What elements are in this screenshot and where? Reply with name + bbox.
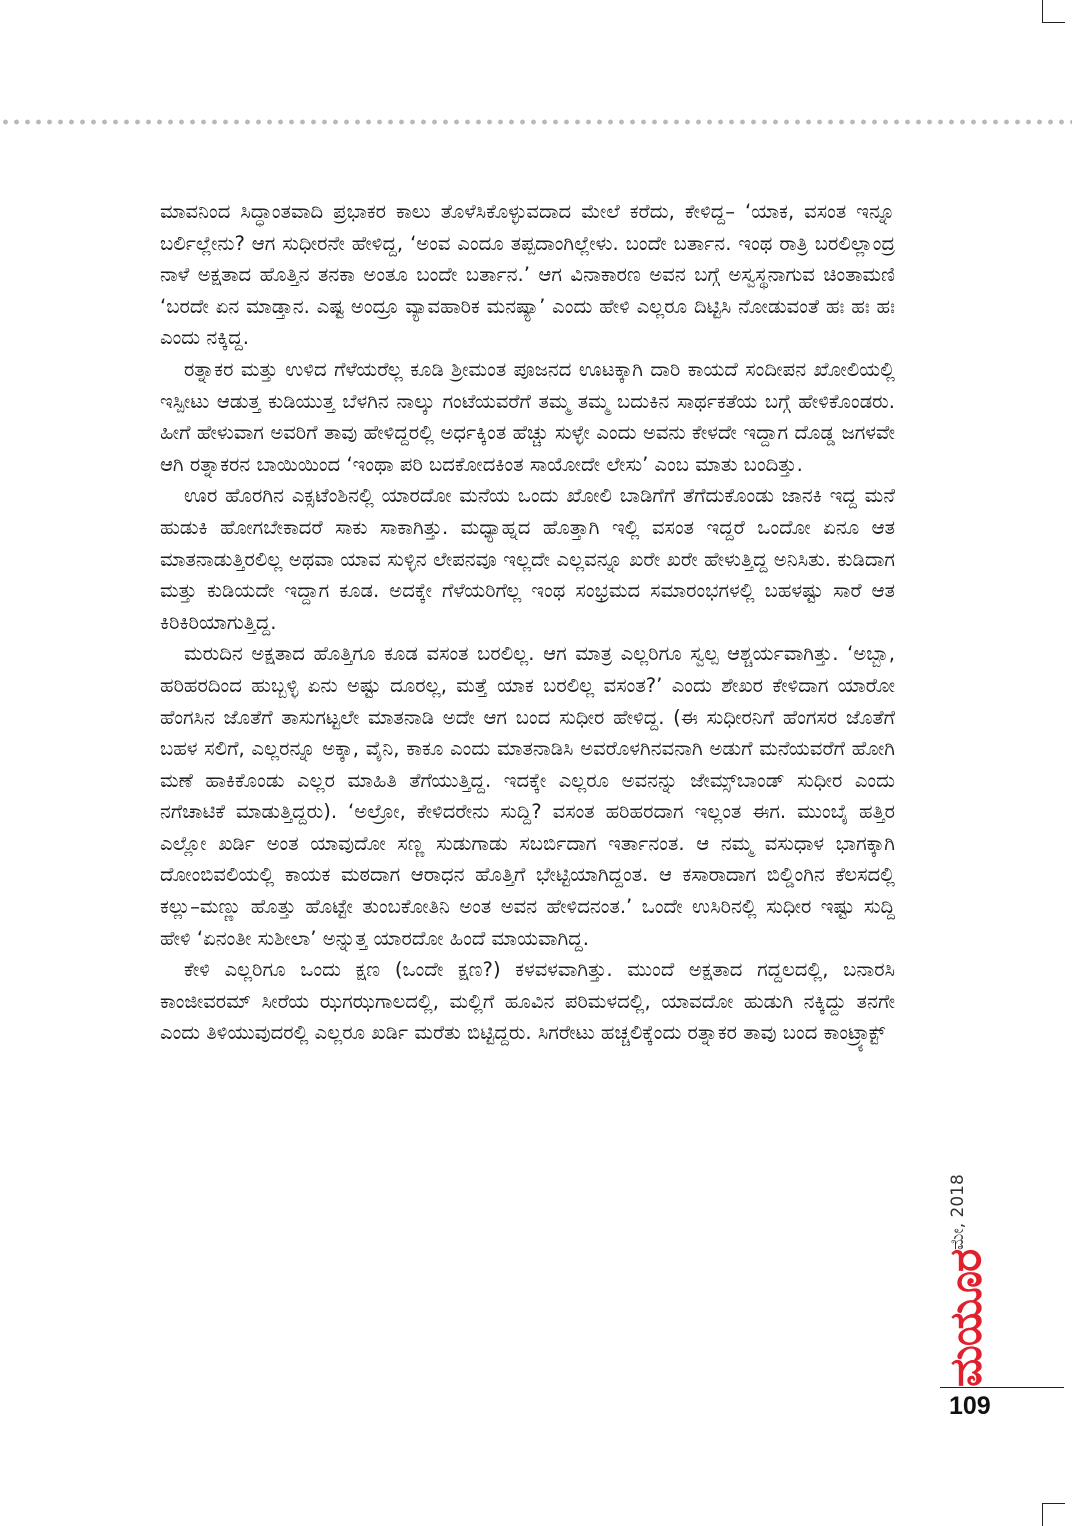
page-number-rule (940, 1387, 1064, 1388)
dotted-divider (0, 118, 1072, 126)
paragraph: ಮಾವನಿಂದ ಸಿದ್ಧಾಂತವಾದಿ ಪ್ರಭಾಕರ ಕಾಲು ತೊಳೆಸಿಕೊಳ್ಳುವದಾದ ಮೇಲೆ ಕರೆದು, ಕೇಳಿದ್ದ– ‘ಯಾಕ, ವಸಂತ ಇನ್ನೂ ಬರ್ಲಿಲ್ಲೇನು? ಆಗ ಸುಧೀರನೇ ಹೇಳಿದ್ದ, ‘ಅಂವ ಎಂದೂ ತಪ್ಪದಾಂಗಿಲ್ಲೇಳು. ಬಂದೇ ಬರ್ತಾನ. ಇಂಥ ರಾತ್ರಿ ಬರಲಿಲ್ಲಾಂದ್ರ ನಾಳೆ ಅಕ್ಷತಾದ ಹೊತ್ತಿನ ತನಕಾ ಅಂತೂ ಬಂದೇ ಬರ್ತಾನ.’ ಆಗ ವಿನಾಕಾರಣ ಅವನ ಬಗ್ಗೆ ಅಸ್ವಸ್ಥನಾಗುವ ಚಿಂತಾಮಣಿ ‘ಬರದೇ ಏನ ಮಾಡ್ತಾನ. ಎಷ್ಟ ಅಂದ್ರೂ ವ್ಯಾವಹಾರಿಕ ಮನಷ್ಯಾ’ ಎಂದು ಹೇಳಿ ಎಲ್ಲರೂ ದಿಟ್ಟಿಸಿ ನೋಡುವಂತೆ ಹಃ ಹಃ ಹಃ ಎಂದು ನಕ್ಕಿದ್ದ. (160, 200, 895, 350)
paragraph: ರತ್ನಾಕರ ಮತ್ತು ಉಳಿದ ಗೆಳೆಯರೆಲ್ಲ ಕೂಡಿ ಶ್ರೀಮಂತ ಪೂಜನದ ಊಟಕ್ಕಾಗಿ ದಾರಿ ಕಾಯದೆ ಸಂದೀಪನ ಖೋಲಿಯಲ್ಲಿ ಇಸ್ಪೀಟು ಆಡುತ್ತ ಕುಡಿಯುತ್ತ ಬೆಳಗಿನ ನಾಲ್ಕು ಗಂಟೆಯವರೆಗೆ ತಮ್ಮ ತಮ್ಮ ಬದುಕಿನ ಸಾರ್ಥಕತೆಯ ಬಗ್ಗೆ ಹೇಳಿಕೊಂಡರು. ಹೀಗೆ ಹೇಳುವಾಗ ಅವರಿಗೆ ತಾವು ಹೇಳಿದ್ದರಲ್ಲಿ ಅರ್ಧಕ್ಕಿಂತ ಹೆಚ್ಚು ಸುಳ್ಳೇ ಎಂದು ಅವನು ಕೇಳದೇ ಇದ್ದಾಗ ದೊಡ್ಡ ಜಗಳವೇ ಆಗಿ ರತ್ನಾಕರನ ಬಾಯಿಯಿಂದ ‘ಇಂಥಾ ಪರಿ ಬದಕೋದಕಿಂತ ಸಾಯೋದೇ ಲೇಸು’ ಎಂಬ ಮಾತು ಬಂದಿತ್ತು. (160, 357, 895, 476)
page-number: 109 (949, 1392, 991, 1420)
magazine-logo: ಮಯೂರ (940, 1249, 992, 1387)
crop-mark-top (1042, 0, 1065, 23)
article-body (160, 196, 895, 1049)
paragraph: ಮರುದಿನ ಅಕ್ಷತಾದ ಹೊತ್ತಿಗೂ ಕೂಡ ವಸಂತ ಬರಲಿಲ್ಲ. ಆಗ ಮಾತ್ರ ಎಲ್ಲರಿಗೂ ಸ್ವಲ್ಪ ಆಶ್ಚರ್ಯವಾಗಿತ್ತು. ‘ಅಬ್ಬಾ, ಹರಿಹರದಿಂದ ಹುಬ್ಬಳ್ಳಿ ಏನು ಅಷ್ಟು ದೂರಲ್ಲ, ಮತ್ತೆ ಯಾಕ ಬರಲಿಲ್ಲ ವಸಂತ?’ ಎಂದು ಶೇಖರ ಕೇಳಿದಾಗ ಯಾರೋ ಹೆಂಗಸಿನ ಜೊತೆಗೆ ತಾಸುಗಟ್ಟಲೇ ಮಾತನಾಡಿ ಅದೇ ಆಗ ಬಂದ ಸುಧೀರ ಹೇಳಿದ್ದ. (ಈ ಸುಧೀರನಿಗೆ ಹೆಂಗಸರ ಜೊತೆಗೆ ಬಹಳ ಸಲಿಗೆ, ಎಲ್ಲರನ್ನೂ ಅಕ್ಕಾ, ವೈನಿ, ಕಾಕೂ ಎಂದು ಮಾತನಾಡಿಸಿ ಅವರೊಳಗಿನವನಾಗಿ ಅಡುಗೆ ಮನೆಯವರೆಗೆ ಹೋಗಿ ಮಣೆ ಹಾಕಿಕೊಂಡು ಎಲ್ಲರ ಮಾಹಿತಿ ತೆಗೆಯುತ್ತಿದ್ದ. ಇದಕ್ಕೇ ಎಲ್ಲರೂ ಅವನನ್ನು ಜೇಮ್ಸ್‌ಬಾಂಡ್ ಸುಧೀರ ಎಂದು ನಗೆಚಾಟಿಕೆ ಮಾಡುತ್ತಿದ್ದರು). ‘ಅಲ್ರೋ, ಕೇಳಿದರೇನು ಸುದ್ದಿ? ವಸಂತ ಹರಿಹರದಾಗ ಇಲ್ಲಂತ ಈಗ. ಮುಂಬೈ ಹತ್ತಿರ ಎಲ್ಲೋ ಖರ್ಡಿ ಅಂತ ಯಾವುದೋ ಸಣ್ಣ ಸುಡುಗಾಡು ಸಬರ್ಬಿದಾಗ ಇರ್ತಾನಂತ. ಆ ನಮ್ಮ ವಸುಧಾಳ ಭಾಗಕ್ಕಾಗಿ ದೋಂಬಿವಲಿಯಲ್ಲಿ ಕಾಯಕ ಮಠದಾಗ ಆರಾಧನ ಹೊತ್ತಿಗೆ ಭೇಟ್ಟಿಯಾಗಿದ್ದಂತ. ಆ ಕಸಾರಾದಾಗ ಬಿಲ್ಡಿಂಗಿನ ಕೆಲಸದಲ್ಲಿ ಕಲ್ಲು–ಮಣ್ಣು ಹೊತ್ತು ಹೊಟ್ಟೇ ತುಂಬಕೋತಿನಿ ಅಂತ ಅವನ ಹೇಳಿದನಂತ.’ ಒಂದೇ ಉಸಿರಿನಲ್ಲಿ ಸುಧೀರ ಇಷ್ಟು ಸುದ್ದಿ ಹೇಳಿ ‘ಏನಂತೀ ಸುಶೀಲಾ’ ಅನ್ನುತ್ತ ಯಾರದೋ ಹಿಂದೆ ಮಾಯವಾಗಿದ್ದ. (160, 642, 895, 950)
paragraph: ಊರ ಹೊರಗಿನ ಎಕ್ಸಟೆಂಶಿನಲ್ಲಿ ಯಾರದೋ ಮನೆಯ ಒಂದು ಖೋಲಿ ಬಾಡಿಗೆಗೆ ತೆಗೆದುಕೊಂಡು ಜಾನಕಿ ಇದ್ದ ಮನೆ ಹುಡುಕಿ ಹೋಗಬೇಕಾದರೆ ಸಾಕು ಸಾಕಾಗಿತ್ತು. ಮಧ್ಯಾಹ್ನದ ಹೊತ್ತಾಗಿ ಇಲ್ಲಿ ವಸಂತ ಇದ್ದರೆ ಒಂದೋ ಏನೂ ಆತ ಮಾತನಾಡುತ್ತಿರಲಿಲ್ಲ ಅಥವಾ ಯಾವ ಸುಳ್ಳಿನ ಲೇಪನವೂ ಇಲ್ಲದೇ ಎಲ್ಲವನ್ನೂ ಖರೇ ಖರೇ ಹೇಳುತ್ತಿದ್ದ ಅನಿಸಿತು. ಕುಡಿದಾಗ ಮತ್ತು ಕುಡಿಯದೇ ಇದ್ದಾಗ ಕೂಡ. ಅದಕ್ಕೇ ಗೆಳೆಯರಿಗೆಲ್ಲ ಇಂಥ ಸಂಭ್ರಮದ ಸಮಾರಂಭಗಳಲ್ಲಿ ಬಹಳಷ್ಟು ಸಾರೆ ಆತ ಕಿರಿಕಿರಿಯಾಗುತ್ತಿದ್ದ. (160, 484, 895, 634)
issue-date: ಮೇ, 2018 (948, 1174, 968, 1250)
paragraph: ಕೇಳಿ ಎಲ್ಲರಿಗೂ ಒಂದು ಕ್ಷಣ (ಒಂದೇ ಕ್ಷಣ?) ಕಳವಳವಾಗಿತ್ತು. ಮುಂದೆ ಅಕ್ಷತಾದ ಗದ್ದಲದಲ್ಲಿ, ಬನಾರಸಿ ಕಾಂಜೀವರಮ್ ಸೀರೆಯ ಝಗಝಗಾಲದಲ್ಲಿ, ಮಲ್ಲಿಗೆ ಹೂವಿನ ಪರಿಮಳದಲ್ಲಿ, ಯಾವದೋ ಹುಡುಗಿ ನಕ್ಕಿದ್ದು ತನಗೇ ಎಂದು ತಿಳಿಯುವುದರಲ್ಲಿ ಎಲ್ಲರೂ ಖರ್ಡಿ ಮರೆತು ಬಿಟ್ಟಿದ್ದರು. ಸಿಗರೇಟು ಹಚ್ಚಲಿಕ್ಕೆಂದು ರತ್ನಾಕರ ತಾವು ಬಂದ ಕಾಂಟ್ರ್ಯಾಕ್ಟ್ (160, 958, 895, 1045)
crop-mark-bottom (1042, 1503, 1065, 1526)
